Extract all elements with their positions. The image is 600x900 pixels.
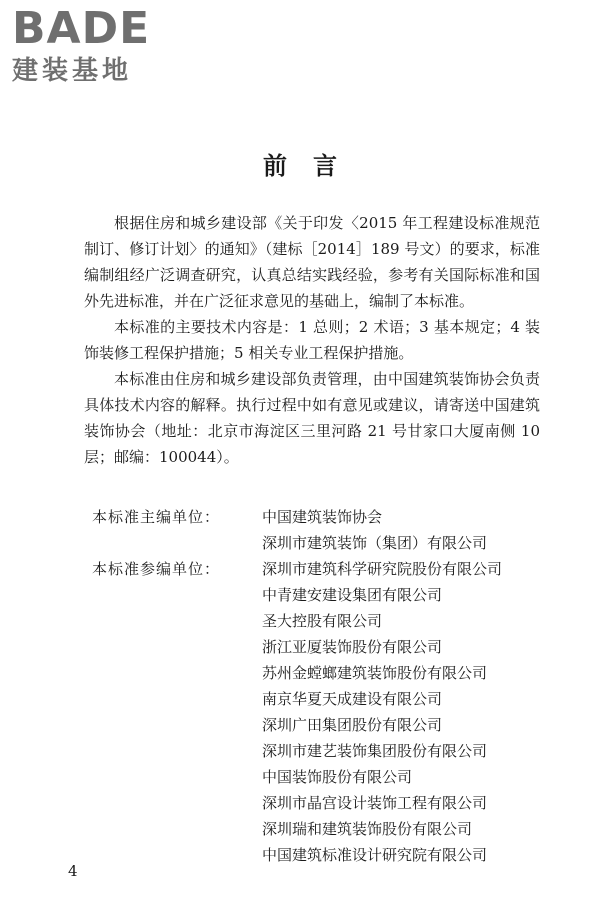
participating-unit-row: [84, 712, 540, 738]
participating-unit-name: 深圳市晶宫设计装饰工程有限公司: [262, 794, 488, 812]
chief-unit-row: [84, 530, 540, 556]
preface-body: [84, 210, 540, 470]
participating-unit-row: [84, 582, 540, 608]
participating-unit-name: 深圳市建艺装饰集团股份有限公司: [262, 742, 488, 760]
participating-unit-name: 苏州金螳螂建筑装饰股份有限公司: [262, 664, 488, 682]
chief-unit-name: 深圳市建筑装饰（集团）有限公司: [262, 534, 488, 552]
participating-unit-row: [84, 738, 540, 764]
participating-unit-row: [84, 764, 540, 790]
page-title: 前言: [263, 151, 363, 180]
page-number: 4: [68, 862, 78, 880]
participating-unit-row: [84, 686, 540, 712]
participating-unit-name: 中国建筑标准设计研究院有限公司: [262, 846, 488, 864]
logo-wordmark: BADE: [12, 3, 151, 54]
brand-logo: [12, 3, 182, 86]
participating-unit-row: [84, 816, 540, 842]
chief-unit-row: [84, 504, 540, 530]
participating-unit-name: 圣大控股有限公司: [262, 612, 383, 630]
paragraph-origin: 根据住房和城乡建设部《关于印发〈2015 年工程建设标准规范制订、修订计划〉的通知》（建标［2014］189 号文）的要求，标准编制组经广泛调查研究，认真总结实践经验，参考有关国际标准和国外先进标准，并在广泛征求意见的基础上，编制了本标准。: [84, 214, 540, 310]
participating-unit-name: 深圳市建筑科学研究院股份有限公司: [262, 560, 503, 578]
participating-unit-name: 深圳广田集团股份有限公司: [262, 716, 443, 734]
participating-unit-row: [84, 790, 540, 816]
participating-unit-row: [84, 556, 540, 582]
participating-units-label: 本标准参编单位：: [92, 560, 221, 578]
chief-unit-name: 中国建筑装饰协会: [262, 508, 383, 526]
participating-unit-row: [84, 634, 540, 660]
participating-unit-name: 中国装饰股份有限公司: [262, 768, 413, 786]
chief-units-label: 本标准主编单位：: [92, 508, 221, 526]
participating-unit-name: 深圳瑞和建筑装饰股份有限公司: [262, 820, 473, 838]
participating-unit-name: 南京华夏天成建设有限公司: [262, 690, 443, 708]
logo-subtitle: 建装基地: [12, 56, 133, 86]
paragraph-contents: 本标准的主要技术内容是：1 总则；2 术语；3 基本规定；4 装饰装修工程保护措施；5 相关专业工程保护措施。: [84, 318, 540, 362]
drafting-units: [84, 504, 540, 868]
participating-unit-row: [84, 842, 540, 868]
paragraph-management: 本标准由住房和城乡建设部负责管理，由中国建筑装饰协会负责具体技术内容的解释。执行过程中如有意见或建议，请寄送中国建筑装饰协会（地址：北京市海淀区三里河路 21 号甘家口大厦南侧 10 层；邮编：100044）。: [84, 370, 540, 466]
participating-unit-name: 中青建安建设集团有限公司: [262, 586, 443, 604]
participating-unit-row: [84, 608, 540, 634]
participating-unit-row: [84, 660, 540, 686]
participating-unit-name: 浙江亚厦装饰股份有限公司: [262, 638, 443, 656]
